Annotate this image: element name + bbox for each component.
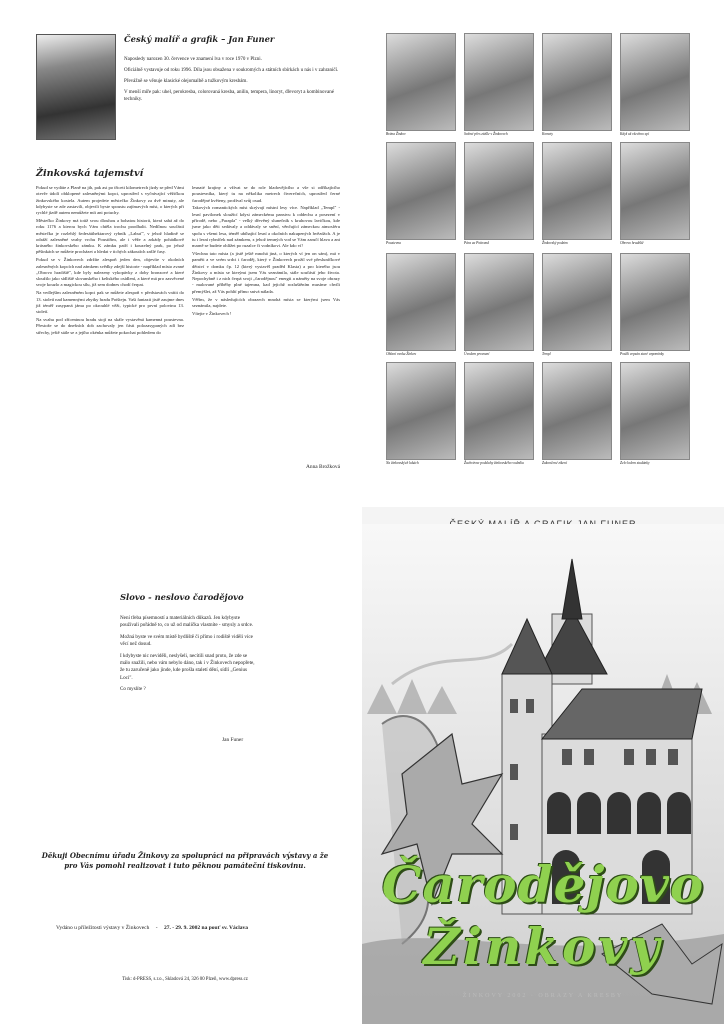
- gallery-caption: Úvodem provozní: [464, 352, 490, 356]
- paragraph: lesnaté krajiny a vžívat se do role hladovějícího a vše si odříkajícího poustevníka, který tu na několika metrech čtverečních, uprostřed černé čarodějné květeny, prožíval svůj osud.: [192, 185, 340, 203]
- gallery-caption: Oblaní ovoku Žinkov: [386, 352, 417, 356]
- issued-separator: -: [155, 925, 158, 931]
- gallery-caption: Když už všechno spí: [620, 132, 649, 136]
- gallery-caption: Pára za Pottrand: [464, 241, 489, 245]
- paragraph: Městečko Žinkovy má totiž svou dlouhou a bohatou historii, která sahá až do roku 1176 a kterou bych Vám chtěla trochu poodhalit. Nedílnou součástí městečka je rozlehlý šedesátihektarový rybník „Labuť", v jehož hladině se odráží zalesněné svahy vrchu Poustiřim, ale i věže a arkády pohádkově krásného žinkovského zámku. K zámku patří i kouzelný park, po jehož pěšinkách se můžete procházet a hledat v tichých zákoutích zašlé časy.: [36, 217, 184, 255]
- paragraph: Na vedlejším zalesněném kopci pak se můžete alespoň v představách vrátit do 13. století nad kamennými zbytky hradu Potštejn. Vaši fantazii jistě zaujme dnes již téměř zasypaná jáma po okrouhlé věži, typické pro první polovinu 13. století.: [36, 290, 184, 315]
- issued-dates: 27. - 29. 9. 2002 na pouť sv. Václava: [163, 925, 248, 931]
- printer-line: Tisk: d-PRESS, s.r.o., Skladová 24, 326 00 Plzeň, www.dpress.cz: [122, 977, 248, 982]
- gallery-caption: Zelo kolem studánky: [620, 461, 650, 465]
- gallery-caption: Brána Žinkov: [386, 132, 406, 136]
- word-signature: Jan Funer: [222, 737, 244, 743]
- issued-prefix: Vydáno u příležitosti výstavy v Žinkovech: [56, 925, 150, 931]
- word-title: Slovo - neslovo čarodějovo: [120, 592, 244, 602]
- gallery-caption: Žachrávne podsluhy žinkovského vodníka: [464, 461, 524, 465]
- issued-line: [56, 925, 346, 931]
- word-text: [120, 615, 258, 698]
- gallery-caption: Sedmé přes ztášle v Žinkovech: [464, 132, 508, 136]
- gallery-caption: Templ: [542, 352, 551, 356]
- gallery-caption: Poustevna: [386, 241, 401, 245]
- thanks-note: Děkuji Obecnímu úřadu Žinkovy za spolupráci na připravách výstavy a že pro Vás pomohl realizovat i tuto pěknou památeční tiskovinu.: [41, 851, 329, 870]
- article-column-2: [192, 185, 340, 318]
- article-signature: Anna Brožková: [306, 464, 340, 470]
- gallery-thumbnail: [464, 33, 534, 131]
- cover-title-line2: Žinkovy: [423, 917, 663, 976]
- intro-line: Oficiálně vystavuje od roku 1996. Díla jsou obsažena v soukromých a státních sbírkách u nás i v zahraničí.: [124, 68, 339, 73]
- gallery-thumbnail: [464, 253, 534, 351]
- gallery-caption: Komety: [542, 132, 553, 136]
- paragraph: Všechna tato místa (a jistě ještě mnohá jiná, o kterých ví jen on sám), má v paměti a ve svém srdci i čaroděj, který v Žinkovech prožil své přesluníčkové dětství v domku čp. 12 (který vystavěl praděd Klasta) a pro kterého jsou Žinkovy a místa se kterými jsem Vás seznámila, stále součástí jeho života. Nepochybně i z nich čerpá svoji „čarodějnou" energii a náměty na svoje obrazy - malované příběhy plné tajemna, kad jejichž rozluštěním musíme chvíli přemýšlet, až Vás pohltí přímo snivá nálada.: [192, 250, 340, 294]
- paragraph: Není třeba písemností a materiálních důkazů. Jen kdybyste používali pořádně to, co už od malička vlastníte - smysly a srdce.: [120, 615, 254, 629]
- bottom-left-page: [0, 507, 362, 1024]
- top-left-page: [0, 0, 362, 507]
- intro-line: Naposledy narozen 30. července ve znamení lva v roce 1970 v Plzni.: [124, 57, 262, 62]
- gallery-thumbnail: [386, 253, 456, 351]
- gallery-thumbnail: [620, 142, 690, 240]
- artist-header-title: Český malíř a grafik – Jan Funer: [124, 34, 275, 44]
- gallery-thumbnail: [386, 33, 456, 131]
- paragraph: I kdybyste nic neviděli, neslyšeli, necítili snad proto, že zde se málo snažili, nebo vám nebylo dáno, tak i v Žinkovech nepopřete, že tu zaručeně jako jinde, kde prošla staletí dění, sídlí „Genius Loci".: [120, 652, 255, 681]
- gallery-thumbnail: [464, 362, 534, 460]
- gallery-caption: Na žinkovských lukách: [386, 461, 419, 465]
- article-column-1: [36, 185, 184, 337]
- intro-line: Převážně se věnuje klasické olejomalbě a tužkovým kresbám.: [124, 79, 248, 84]
- gallery-thumbnail: [464, 142, 534, 240]
- cover-page: [362, 507, 724, 1024]
- paragraph: Takových romantických míst skrývají místní lesy více. Například „Templ" - lesní pavilonek sloužící kdysi zámeckému panstvu k oddechu a posezení v přírodě, nebo „Parapla" - velký dřevěný slunečník s kruhovou lavičkou, kde jsme jako děti sedávaly a oddávaly se snění, věnčující zámeckou atmosféru spolu s všemi lesa, téměř ubíhající lesní a okolních nakupených hvězdách. A je tu i lesní rybníček nad zámkem, z jehož temných vod se Vám zaručí hlava a ani marně se budete ohlížet po ruzalce či vodníkovi. Ale kdo ví!: [192, 205, 340, 249]
- gallery-thumbnail: [620, 33, 690, 131]
- gallery-page: [362, 0, 724, 507]
- paragraph: Pokud se vydáte z Plzně na jih, pak asi po třiceti kilometrech jízdy se před Vámi otevře údolí obklopené zalesněnými kopci, uprostřed s vyčnívající věžičkou žinkovského kostela. Autem projedete městečko Žinkovy za dvě minuty, ale kdybyste se zde zastavili, objevili byste spoustu zajímavých míst, o kterých při rychlé jízdě autem nemůžete mít ani potuchy.: [36, 185, 184, 216]
- paragraph: Vítejte v Žinkovech !: [192, 310, 232, 316]
- paragraph: Věřím, že v následujících obrazech mnohá místa se kterými jsem Vás seznámila, najdete.: [192, 296, 340, 308]
- gallery-caption: Poslík vepsán staré vzpomínky: [620, 352, 665, 356]
- paragraph: Na svahu pod zříceninou hradu stojí na skále vystavěná kamenná poustevna. Přestože se do dnešních dob zachovaly jen části polozasypaných zdí bez střechy, ještě stále se z jejího okénka můžete pokochat pohledem do: [36, 316, 184, 335]
- gallery-thumbnail: [542, 253, 612, 351]
- artist-photo: [36, 34, 116, 140]
- gallery-thumbnail: [620, 253, 690, 351]
- section-title: Žinkovská tajemství: [36, 168, 144, 179]
- intro-line: V menší míře pak: uhel, perokresba, colorovaná kresba, anilin, tempera, linoryt, dřevoryt a kombinované techniky.: [124, 90, 334, 102]
- gallery-caption: Obrovo hradiště: [620, 241, 644, 245]
- gallery-thumbnail: [620, 362, 690, 460]
- gallery-caption: Žinkovský podzim: [542, 241, 568, 245]
- paragraph: Možná byste ve svém místě bydliště či přímo i rodiště viděli více věcí než dosud.: [120, 633, 253, 648]
- gallery-thumbnail: [386, 142, 456, 240]
- gallery-thumbnail: [542, 33, 612, 131]
- cover-faint-line: ŽINKOVY 2002 · OBRAZY A KRESBY: [462, 993, 624, 999]
- gallery-thumbnail: [542, 362, 612, 460]
- cover-title-line1: Čarodějovo: [381, 855, 705, 914]
- artist-intro: [124, 56, 346, 107]
- paragraph: Pokud se v Žinkovech zdržíte alespoň jeden den, objevíte v okolních zalesněných kopcích nad zámkem svědky zdejší historie - například místo zvané „Obrovo hradiště", kde byly nalezeny vykopávky z doby bronzové a které sloužilo jako sídliště slovanského i keltského osídlení, a které má pro zasvěcené svoje kouzlo a magickou sílu, již sem dodnes chodí čerpat.: [36, 257, 184, 288]
- paragraph: Co myslíte ?: [120, 686, 146, 693]
- gallery-thumbnail: [386, 362, 456, 460]
- gallery-caption: Zakončené zikení: [542, 461, 567, 465]
- gallery-thumbnail: [542, 142, 612, 240]
